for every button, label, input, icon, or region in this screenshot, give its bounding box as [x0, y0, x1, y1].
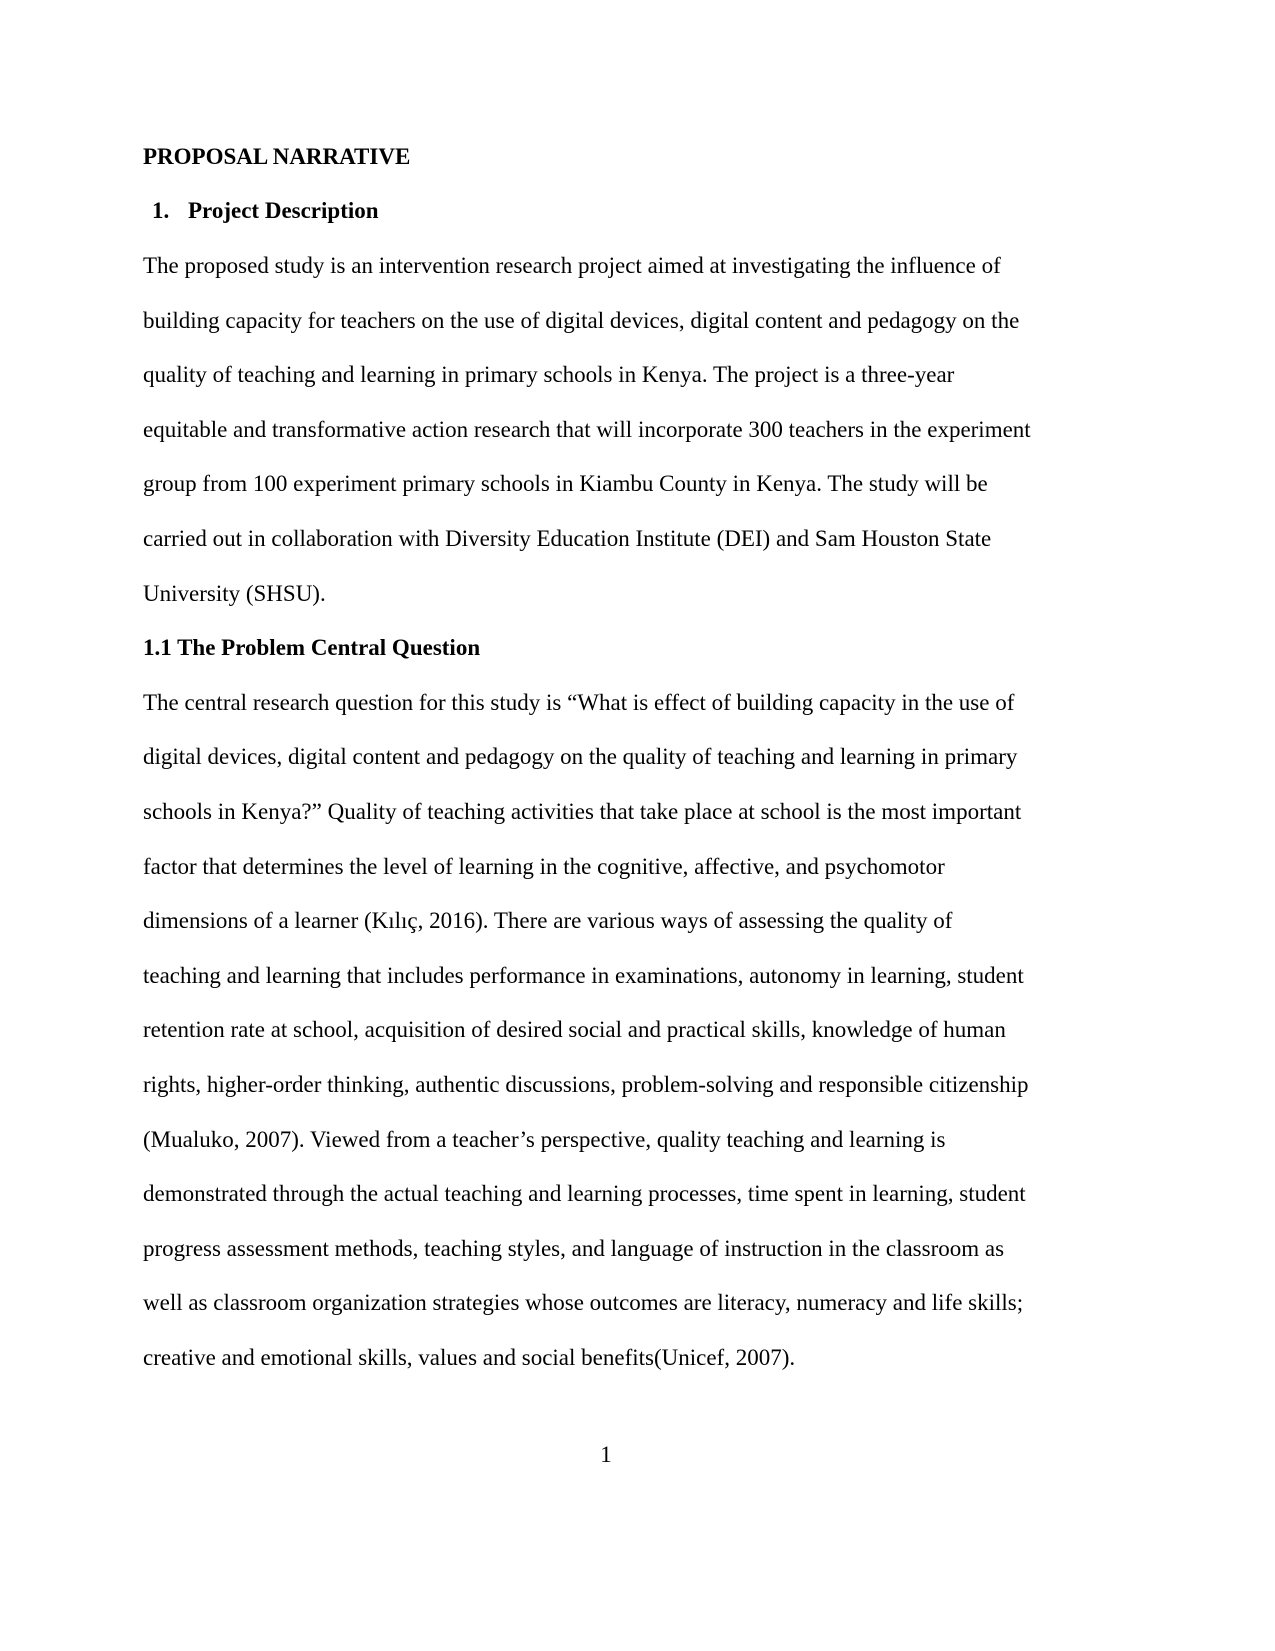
- paragraph-line: factor that determines the level of learning in the cognitive, affective, and psychomotor: [143, 854, 945, 879]
- paragraph-line: equitable and transformative action research that will incorporate 300 teachers in the experiment: [143, 417, 1031, 442]
- page-number: 1: [600, 1442, 612, 1467]
- section-heading-central-question: 1.1 The Problem Central Question: [143, 635, 481, 660]
- paragraph-line: schools in Kenya?” Quality of teaching activities that take place at school is the most important: [143, 799, 1022, 824]
- paragraph-line: (Mualuko, 2007). Viewed from a teacher’s perspective, quality teaching and learning is: [143, 1127, 946, 1152]
- paragraph-line: The proposed study is an intervention research project aimed at investigating the influence of: [143, 253, 1001, 278]
- paragraph-line: well as classroom organization strategies whose outcomes are literacy, numeracy and life skills;: [143, 1290, 1024, 1315]
- paragraph-line: quality of teaching and learning in primary schools in Kenya. The project is a three-year: [143, 362, 955, 387]
- paragraph-line: digital devices, digital content and pedagogy on the quality of teaching and learning in primary: [143, 744, 1018, 769]
- paragraph-line: carried out in collaboration with Diversity Education Institute (DEI) and Sam Houston State: [143, 526, 992, 551]
- paragraph-line: building capacity for teachers on the use of digital devices, digital content and pedagogy on the: [143, 308, 1020, 333]
- paragraph-line: retention rate at school, acquisition of desired social and practical skills, knowledge of human: [143, 1017, 1006, 1042]
- paragraph-line: creative and emotional skills, values and social benefits(Unicef, 2007).: [143, 1345, 796, 1370]
- paragraph-line: rights, higher-order thinking, authentic discussions, problem-solving and responsible citizenship: [143, 1072, 1029, 1097]
- paragraph-line: University (SHSU).: [143, 581, 326, 606]
- section-heading-project-description: [152, 197, 379, 225]
- paragraph-line: The central research question for this study is “What is effect of building capacity in the use of: [143, 690, 1015, 715]
- paragraph-line: progress assessment methods, teaching styles, and language of instruction in the classroom as: [143, 1236, 1005, 1261]
- paragraph-line: demonstrated through the actual teaching and learning processes, time spent in learning, student: [143, 1181, 1026, 1206]
- paragraph-line: group from 100 experiment primary schools in Kiambu County in Kenya. The study will be: [143, 471, 988, 496]
- document-title: PROPOSAL NARRATIVE: [143, 144, 411, 169]
- section-number: 1.: [152, 198, 170, 223]
- paragraph-line: dimensions of a learner (Kılıç, 2016). There are various ways of assessing the quality of: [143, 908, 953, 933]
- section-heading-text: Project Description: [188, 198, 379, 223]
- paragraph-line: teaching and learning that includes performance in examinations, autonomy in learning, student: [143, 963, 1024, 988]
